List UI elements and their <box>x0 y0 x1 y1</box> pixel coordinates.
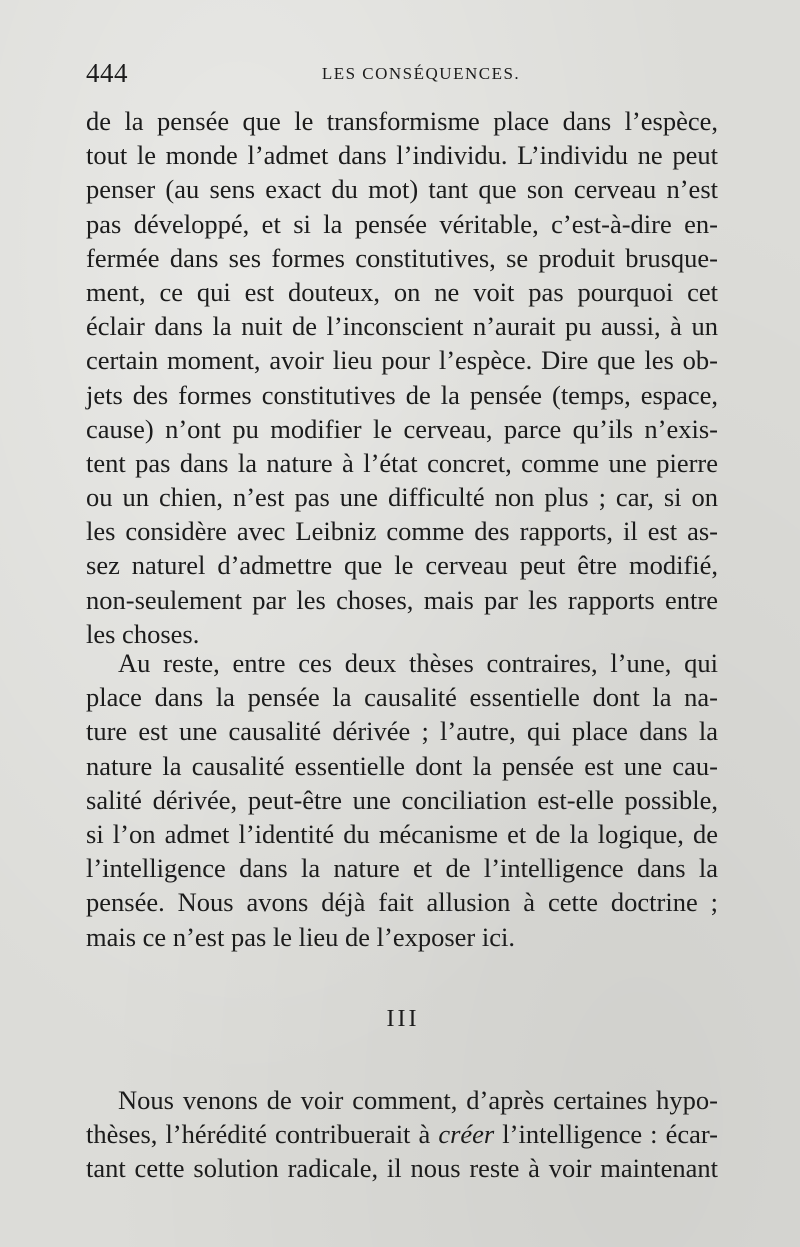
text-line: non-seulement par les choses, mais par les rapports entre <box>86 584 718 615</box>
running-title: LES CONSÉQUENCES. <box>321 64 521 83</box>
text-line: Au reste, entre ces deux thèses contraires, l’une, qui <box>118 648 718 678</box>
text-line: penser (au sens exact du mot) tant que son cerveau n’est <box>86 174 718 205</box>
text-line: l’intelligence dans la nature et de l’intelligence dans la <box>86 853 718 884</box>
paragraph-2 <box>86 646 718 954</box>
text-line: tent pas dans la nature à l’état concret, comme une pierre <box>86 447 718 478</box>
paragraph-3 <box>86 1083 718 1186</box>
text-line: sez naturel d’admettre que le cerveau peut être modifié, <box>86 550 718 581</box>
text-fragment: l’intelligence : écar- <box>494 1119 718 1150</box>
section-heading: III <box>386 1006 420 1032</box>
text-line: ment, ce qui est douteux, on ne voit pas pourquoi cet <box>86 276 718 307</box>
text-line: éclair dans la nuit de l’inconscient n’aurait pu aussi, à un <box>86 311 718 342</box>
text-line: salité dérivée, peut-être une conciliation est-elle possible, <box>86 784 718 815</box>
italic-word: créer <box>438 1119 495 1150</box>
text-line: Nous venons de voir comment, d’après certaines hypo- <box>118 1085 718 1115</box>
text-line: de la pensée que le transformisme place dans l’espèce, <box>86 106 718 136</box>
page-number: 444 <box>86 58 128 88</box>
running-head <box>86 58 720 94</box>
paragraph-1 <box>86 104 718 651</box>
text-line: fermée dans ses formes constitutives, se produit brusque- <box>86 242 718 273</box>
text-line: ou un chien, n’est pas une difficulté non plus ; car, si on <box>86 482 718 513</box>
text-line <box>86 1117 718 1151</box>
text-line: nature la causalité essentielle dont la pensée est une cau- <box>86 750 718 781</box>
text-line: certain moment, avoir lieu pour l’espèce. Dire que les ob- <box>86 345 718 376</box>
text-line: place dans la pensée la causalité essentielle dont la na- <box>86 682 718 713</box>
text-line: cause) n’ont pu modifier le cerveau, parce qu’ils n’exis- <box>86 413 718 444</box>
text-line: si l’on admet l’identité du mécanisme et de la logique, de <box>86 818 718 849</box>
text-line: jets des formes constitutives de la pensée (temps, espace, <box>86 379 718 410</box>
text-fragment: thèses, l’hérédité contribuerait à <box>86 1119 439 1150</box>
text-line: les choses. <box>86 618 200 649</box>
text-line: tant cette solution radicale, il nous reste à voir maintenant <box>86 1153 718 1184</box>
text-line: mais ce n’est pas le lieu de l’exposer ici. <box>86 921 515 952</box>
text-line: ture est une causalité dérivée ; l’autre, qui place dans la <box>86 716 718 747</box>
text-line: tout le monde l’admet dans l’individu. L’individu ne peut <box>86 140 718 171</box>
text-line: les considère avec Leibniz comme des rapports, il est as- <box>86 516 718 547</box>
text-line: pas développé, et si la pensée véritable, c’est-à-dire en- <box>86 208 718 239</box>
text-line: pensée. Nous avons déjà fait allusion à cette doctrine ; <box>86 887 718 918</box>
